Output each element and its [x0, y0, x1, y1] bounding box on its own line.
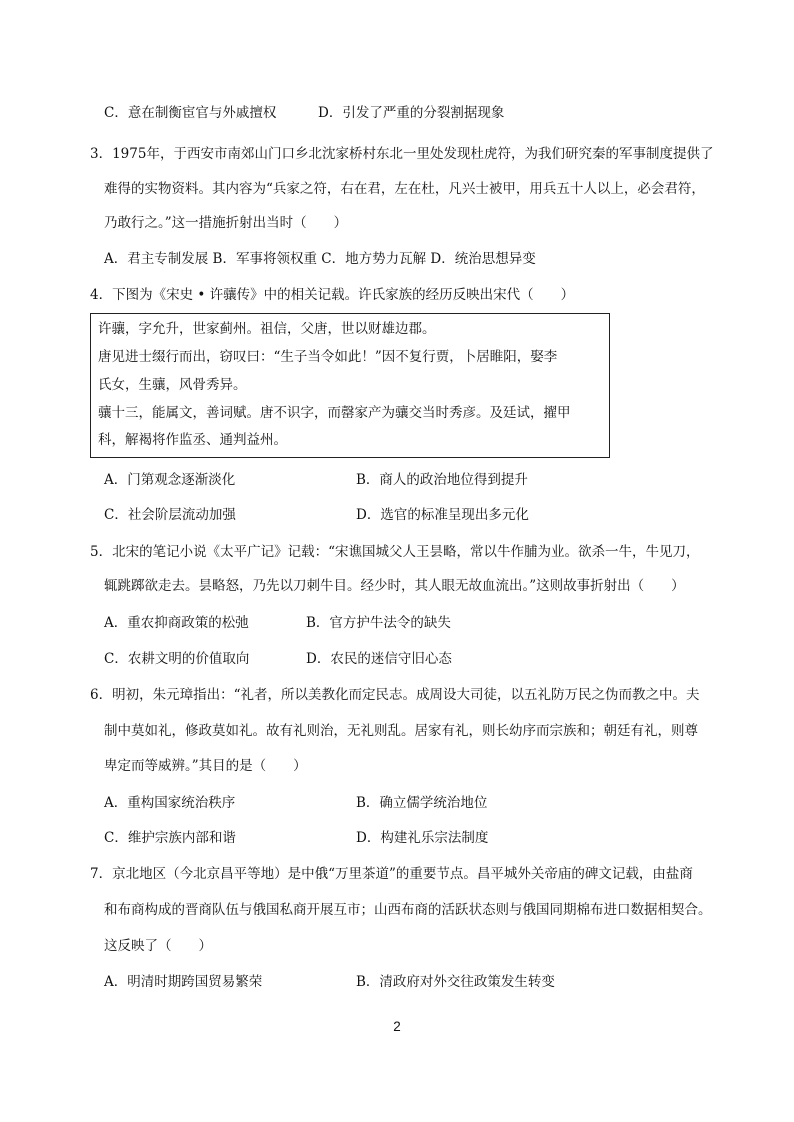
q6-stem-line-2: 制中莫如礼，修政莫如礼。故有礼则治，无礼则乱。居家有礼，则长幼序而宗族和；朝廷有礼，则尊 — [104, 723, 698, 739]
q4-option-b: B．商人的政治地位得到提升 — [356, 472, 528, 488]
q6-option-b: B．确立儒学统治地位 — [356, 795, 488, 811]
q5-stem-line-1: 5．北宋的笔记小说《太平广记》记载：“宋谯国城父人王昙略，常以牛作脯为业。欲杀一牛，牛见刀， — [90, 544, 700, 560]
q5-option-c: C．农耕文明的价值取向 — [104, 651, 250, 667]
q4-box-line-4: 骧十三，能属文，善词赋。唐不识字，而罄家产为骧交当时秀彦。及廷试，擢甲 — [98, 405, 571, 421]
q4-option-a: A．门第观念逐渐淡化 — [104, 472, 236, 488]
q7-option-b: B．清政府对外交往政策发生转变 — [356, 974, 555, 990]
q5-option-b: B．官方护牛法令的缺失 — [306, 615, 451, 631]
q4-box-line-2: 唐见进士缀行而出，窃叹曰：“生子当令如此！”因不复行贾，卜居睢阳，娶李 — [98, 349, 558, 365]
q6-option-a: A．重构国家统治秩序 — [104, 795, 236, 811]
q7-option-a: A．明清时期跨国贸易繁荣 — [104, 974, 263, 990]
q3-stem-line-1: 3．1975年，于西安市南郊山门口乡北沈家桥村东北一里处发现杜虎符，为我们研究秦的军事制度提供了 — [90, 146, 714, 162]
q2-option-d: D．引发了严重的分裂割据现象 — [318, 105, 505, 121]
q4-option-c: C．社会阶层流动加强 — [104, 507, 236, 523]
q6-stem-line-3: 卑定而等威辨。”其目的是（ ） — [104, 758, 307, 774]
q4-box-line-1: 许骧，字允升，世家蓟州。祖信，父唐，世以财雄边郡。 — [98, 321, 436, 337]
q6-option-c: C．维护宗族内部和谐 — [104, 830, 236, 846]
q7-stem-line-2: 和布商构成的晋商队伍与俄国私商开展互市；山西布商的活跃状态则与俄国同期棉布进口数据相契合。 — [104, 902, 712, 918]
q6-stem-line-1: 6．明初，朱元璋指出：“礼者，所以美教化而定民志。成周设大司徒，以五礼防万民之伪而教之中。夫 — [90, 687, 700, 703]
q3-options: A．君主专制发展 B．军事将领权重 C．地方势力瓦解 D．统治思想异变 — [104, 251, 536, 267]
q5-option-d: D．农民的迷信守旧心态 — [306, 651, 452, 667]
q2-option-c: C．意在制衡宦官与外戚擅权 — [104, 105, 277, 121]
q5-stem-line-2: 辄跳踯欲走去。昙略怒，乃先以刀刺牛目。经少时，其人眼无故血流出。”这则故事折射出（ ） — [104, 578, 685, 594]
q3-stem-line-3: 乃敢行之。”这一措施折射出当时（ ） — [104, 215, 348, 231]
q4-option-d: D．选官的标准呈现出多元化 — [356, 507, 529, 523]
q6-option-d: D．构建礼乐宗法制度 — [356, 830, 489, 846]
q7-stem-line-3: 这反映了（ ） — [104, 938, 212, 954]
q7-stem-line-1: 7．京北地区（今北京昌平等地）是中俄“万里茶道”的重要节点。昌平城外关帝庙的碑文记载，由盐商 — [90, 866, 693, 882]
q4-box-line-3: 氏女，生骧，风骨秀异。 — [98, 377, 247, 393]
q4-box-line-5: 科，解褐将作监丞、通判益州。 — [98, 432, 287, 448]
q4-stem: 4．下图为《宋史 • 许骧传》中的相关记载。许氏家族的经历反映出宋代（ ） — [90, 287, 575, 303]
q3-stem-line-2: 难得的实物资料。其内容为“兵家之符，右在君，左在杜，凡兴士被甲，用兵五十人以上，必会君符， — [104, 181, 705, 197]
page-number: 2 — [393, 1019, 401, 1034]
q5-option-a: A．重农抑商政策的松弛 — [104, 615, 249, 631]
